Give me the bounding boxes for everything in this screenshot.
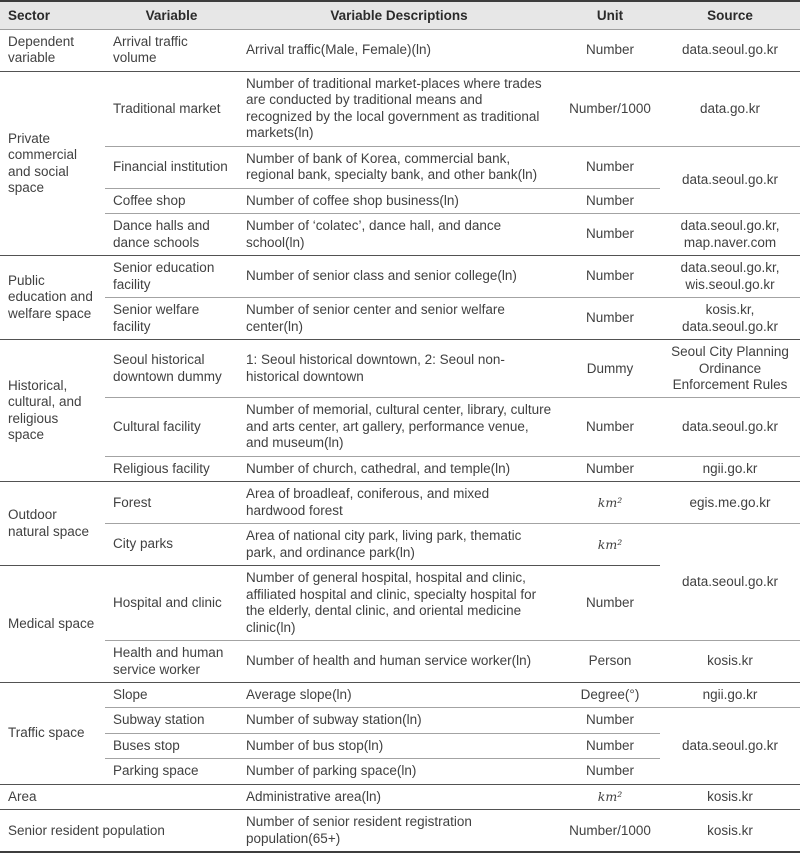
sector-cell: Senior resident population bbox=[0, 810, 238, 852]
description-cell: Number of church, cathedral, and temple(ln) bbox=[238, 456, 560, 481]
sector-cell: Outdoor natural space bbox=[0, 482, 105, 566]
description-cell: Arrival traffic(Male, Female)(ln) bbox=[246, 42, 432, 58]
table-row bbox=[0, 810, 800, 852]
source-cell: kosis.kr bbox=[660, 810, 800, 852]
variable-cell: Health and human service worker bbox=[105, 641, 238, 683]
sector-cell: Medical space bbox=[0, 566, 105, 683]
unit-cell: km² bbox=[560, 482, 660, 524]
variable-cell: Senior education facility bbox=[105, 256, 238, 298]
table-row bbox=[0, 340, 800, 398]
description-cell: Area of national city park, living park, thematic park, and ordinance park(ln) bbox=[238, 524, 560, 566]
source-cell: egis.me.go.kr bbox=[660, 482, 800, 524]
source-cell: kosis.kr bbox=[660, 784, 800, 809]
unit-cell: Number bbox=[560, 298, 660, 340]
variable-cell: Arrival traffic volume bbox=[113, 34, 188, 66]
variable-cell: Traditional market bbox=[105, 71, 238, 146]
unit-cell: Number/1000 bbox=[560, 810, 660, 852]
description-cell: Number of memorial, cultural center, library, culture and arts center, art gallery, performance venue, and museum(ln) bbox=[238, 398, 560, 456]
variable-cell: Financial institution bbox=[105, 146, 238, 188]
table-row bbox=[0, 256, 800, 298]
unit-cell: Number bbox=[560, 708, 660, 733]
source-cell: data.seoul.go.kr bbox=[660, 398, 800, 456]
variable-cell: Slope bbox=[105, 683, 238, 708]
header-unit: Unit bbox=[560, 1, 660, 30]
source-cell: ngii.go.kr bbox=[660, 683, 800, 708]
source-cell: data.go.kr bbox=[660, 71, 800, 146]
description-cell: Number of bus stop(ln) bbox=[238, 733, 560, 758]
sector-cell: Historical, cultural, and religious space bbox=[0, 340, 105, 482]
description-cell: Number of senior resident registration population(65+) bbox=[238, 810, 560, 852]
unit-cell: Person bbox=[560, 641, 660, 683]
variable-cell: Coffee shop bbox=[105, 188, 238, 213]
sector-cell: Area bbox=[0, 784, 238, 809]
source-cell: data.seoul.go.kr bbox=[660, 524, 800, 641]
unit-cell: Number bbox=[560, 759, 660, 784]
source-cell: ngii.go.kr bbox=[660, 456, 800, 481]
table-row bbox=[0, 298, 800, 340]
description-cell: 1: Seoul historical downtown, 2: Seoul non-historical downtown bbox=[238, 340, 560, 398]
source-cell: data.seoul.go.kr, wis.seoul.go.kr bbox=[660, 256, 800, 298]
table-row bbox=[0, 708, 800, 733]
table-row bbox=[0, 482, 800, 524]
variable-cell: Dance halls and dance schools bbox=[105, 214, 238, 256]
unit-cell: Degree(°) bbox=[560, 683, 660, 708]
unit-cell: km² bbox=[560, 524, 660, 566]
unit-cell: Number bbox=[560, 566, 660, 641]
unit-cell: Number bbox=[585, 42, 634, 58]
table-row bbox=[0, 641, 800, 683]
variable-cell: Seoul historical downtown dummy bbox=[105, 340, 238, 398]
sector-cell: Private commercial and social space bbox=[0, 71, 105, 255]
table-row bbox=[0, 398, 800, 456]
table-row bbox=[0, 71, 800, 146]
unit-cell: Number bbox=[560, 188, 660, 213]
variable-cell: Parking space bbox=[105, 759, 238, 784]
description-cell: Number of parking space(ln) bbox=[238, 759, 560, 784]
table-row bbox=[0, 524, 800, 566]
variable-cell: Religious facility bbox=[105, 456, 238, 481]
unit-cell: Number bbox=[560, 398, 660, 456]
unit-cell: Dummy bbox=[560, 340, 660, 398]
variable-cell: Cultural facility bbox=[105, 398, 238, 456]
header-source: Source bbox=[660, 1, 800, 30]
description-cell: Administrative area(ln) bbox=[238, 784, 560, 809]
description-cell: Number of senior center and senior welfare center(ln) bbox=[238, 298, 560, 340]
unit-cell: km² bbox=[560, 784, 660, 809]
table-header bbox=[0, 1, 800, 30]
header-row bbox=[0, 1, 800, 30]
description-cell: Number of ‘colatec’, dance hall, and dance school(ln) bbox=[238, 214, 560, 256]
unit-cell: Number bbox=[560, 256, 660, 298]
header-variable: Variable bbox=[105, 1, 238, 30]
sector-cell: Dependent variable bbox=[8, 34, 75, 66]
variable-cell: Forest bbox=[105, 482, 238, 524]
source-cell: data.seoul.go.kr bbox=[681, 42, 779, 58]
variable-cell: City parks bbox=[105, 524, 238, 566]
source-cell: Seoul City Planning Ordinance Enforcement Rules bbox=[660, 340, 800, 398]
header-sector: Sector bbox=[0, 1, 105, 30]
description-cell: Number of senior class and senior college(ln) bbox=[238, 256, 560, 298]
table-row bbox=[0, 30, 800, 72]
description-cell: Number of coffee shop business(ln) bbox=[238, 188, 560, 213]
table-row bbox=[0, 784, 800, 809]
table-row bbox=[0, 146, 800, 188]
description-cell: Number of health and human service worker(ln) bbox=[238, 641, 560, 683]
unit-cell: Number bbox=[560, 456, 660, 481]
table-row bbox=[0, 214, 800, 256]
unit-cell: Number bbox=[560, 214, 660, 256]
description-cell: Area of broadleaf, coniferous, and mixed hardwood forest bbox=[238, 482, 560, 524]
sector-cell: Public education and welfare space bbox=[0, 256, 105, 340]
table-row bbox=[0, 456, 800, 481]
source-cell: kosis.kr, data.seoul.go.kr bbox=[660, 298, 800, 340]
variable-cell: Senior welfare facility bbox=[105, 298, 238, 340]
source-cell: data.seoul.go.kr, map.naver.com bbox=[660, 214, 800, 256]
description-cell: Number of subway station(ln) bbox=[238, 708, 560, 733]
description-cell: Number of bank of Korea, commercial bank, regional bank, specialty bank, and other bank(ln) bbox=[238, 146, 560, 188]
description-cell: Average slope(ln) bbox=[238, 683, 560, 708]
header-description: Variable Descriptions bbox=[238, 1, 560, 30]
variable-cell: Subway station bbox=[105, 708, 238, 733]
variable-cell: Buses stop bbox=[105, 733, 238, 758]
unit-cell: Number/1000 bbox=[560, 71, 660, 146]
description-cell: Number of traditional market-places where trades are conducted by traditional means and recognized by the local government as traditional markets(ln) bbox=[238, 71, 560, 146]
variable-cell: Hospital and clinic bbox=[105, 566, 238, 641]
unit-cell: Number bbox=[560, 146, 660, 188]
sector-cell: Traffic space bbox=[0, 683, 105, 785]
unit-cell: Number bbox=[560, 733, 660, 758]
table-row bbox=[0, 683, 800, 708]
source-cell: data.seoul.go.kr bbox=[660, 708, 800, 784]
source-cell: kosis.kr bbox=[660, 641, 800, 683]
source-cell: data.seoul.go.kr bbox=[660, 146, 800, 213]
description-cell: Number of general hospital, hospital and clinic, affiliated hospital and clinic, specialty hospital for the elderly, dental clinic, and oriental medicine clinic(ln) bbox=[238, 566, 560, 641]
